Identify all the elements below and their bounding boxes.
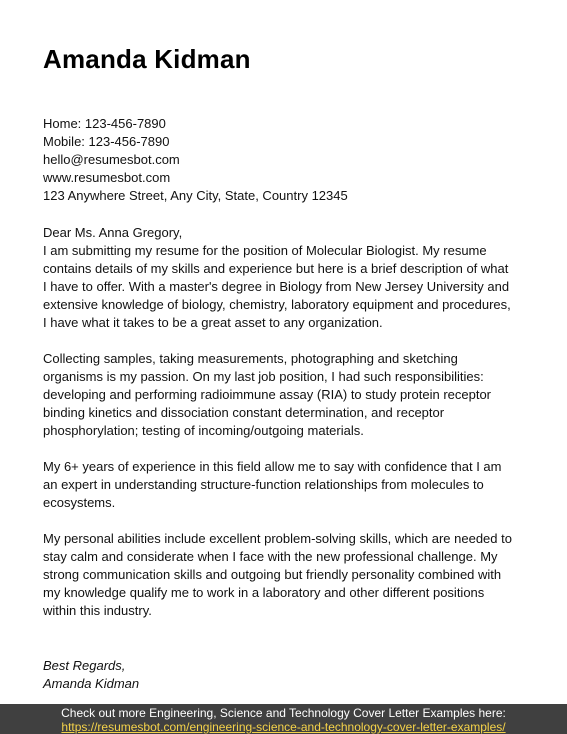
paragraph-abilities: My personal abilities include excellent problem-solving skills, which are needed to stay calm and considerate when I face with the new professional challenge. My strong communication skills and outgoing but friendly personality combined with my knowledge qualify me to work in a laboratory and other different positions within this industry. [43,531,512,618]
sign-off [43,657,139,693]
paragraph-experience: Collecting samples, taking measurements, photographing and sketching organisms is my passion. On my last job position, I had such responsibilities: developing and performing radioimmune assay (RIA) to study protein receptor binding kinetics and dissociation constant determination, and receptor phosphorylation; testing of incoming/outgoing materials. [43,351,492,438]
home-phone: Home: 123-456-7890 [43,116,166,131]
signature-name: Amanda Kidman [43,676,140,691]
street-address: 123 Anywhere Street, Any City, State, Country 12345 [43,188,348,203]
closing: Best Regards, [43,658,126,673]
applicant-name: Amanda Kidman [43,44,251,74]
contact-block [43,115,543,205]
letter-body [43,224,513,638]
paragraph-intro: I am submitting my resume for the position of Molecular Biologist. My resume contains details of my skills and experience but here is a brief description of what I have to offer. With a master's degree in Biology from New Jersey University and extensive knowledge of biology, chemistry, laboratory equipment and procedures, I have what it takes to be a great asset to any organization. [43,243,511,330]
website: www.resumesbot.com [43,170,171,185]
mobile-phone: Mobile: 123-456-7890 [43,134,170,149]
salutation: Dear Ms. Anna Gregory, [43,225,183,240]
paragraph-expertise: My 6+ years of experience in this field allow me to say with confidence that I am an expert in understanding structure-function relationships from molecules to ecosystems. [43,459,502,510]
footer-text: Check out more Engineering, Science and Technology Cover Letter Examples here: [61,706,506,720]
footer-banner [0,704,567,734]
email-address: hello@resumesbot.com [43,152,180,167]
footer-link[interactable]: https://resumesbot.com/engineering-science-and-technology-cover-letter-examples/ [61,720,506,734]
